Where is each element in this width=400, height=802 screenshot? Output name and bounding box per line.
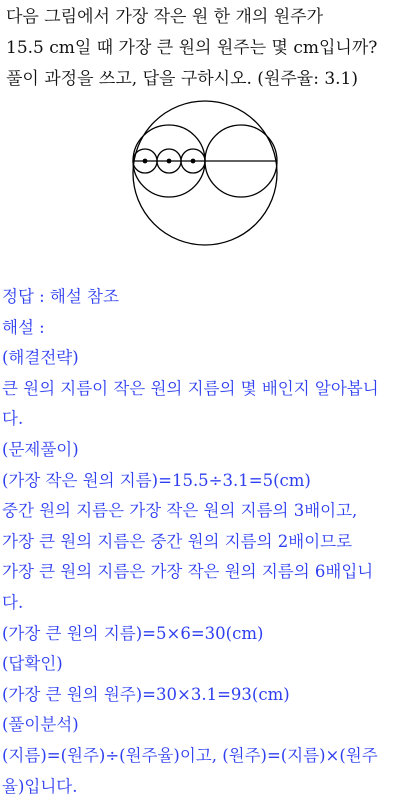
solution-section: [0, 282, 400, 802]
center-dot: [167, 159, 172, 164]
solution-line: (문제풀이): [0, 435, 400, 466]
solution-line: (해결전략): [0, 343, 400, 374]
solution-line: 다.: [0, 588, 400, 619]
solution-line: 율)입니다.: [0, 772, 400, 802]
solution-line: 큰 원의 지름이 작은 원의 지름의 몇 배인지 알아봅니: [0, 374, 400, 405]
solution-line: 중간 원의 지름은 가장 작은 원의 지름의 3배이고,: [0, 496, 400, 527]
explanation-label: 해설 :: [0, 313, 400, 344]
solution-line: (가장 큰 원의 원주)=30×3.1=93(cm): [0, 680, 400, 711]
solution-line: 가장 큰 원의 지름은 중간 원의 지름의 2배이므로: [0, 527, 400, 558]
large-circle: [133, 101, 277, 245]
solution-line: (가장 큰 원의 지름)=5×6=30(cm): [0, 619, 400, 650]
solution-line: (가장 작은 원의 지름)=15.5÷3.1=5(cm): [0, 466, 400, 497]
answer-line: 정답 : 해설 참조: [0, 282, 400, 313]
circles-figure: [132, 100, 278, 246]
question-line: 다음 그림에서 가장 작은 원 한 개의 원주가: [6, 2, 396, 33]
center-dot: [143, 159, 148, 164]
solution-line: 다.: [0, 404, 400, 435]
question-line: 15.5 cm일 때 가장 큰 원의 원주는 몇 cm입니까?: [6, 33, 396, 64]
question-text: [6, 2, 396, 95]
solution-line: 가장 큰 원의 지름은 가장 작은 원의 지름의 6배입니: [0, 557, 400, 588]
center-dot: [191, 159, 196, 164]
question-line: 풀이 과정을 쓰고, 답을 구하시오. (원주율: 3.1): [6, 64, 396, 95]
solution-line: (풀이분석): [0, 710, 400, 741]
solution-line: (답확인): [0, 649, 400, 680]
solution-line: (지름)=(원주)÷(원주율)이고, (원주)=(지름)×(원주: [0, 741, 400, 772]
